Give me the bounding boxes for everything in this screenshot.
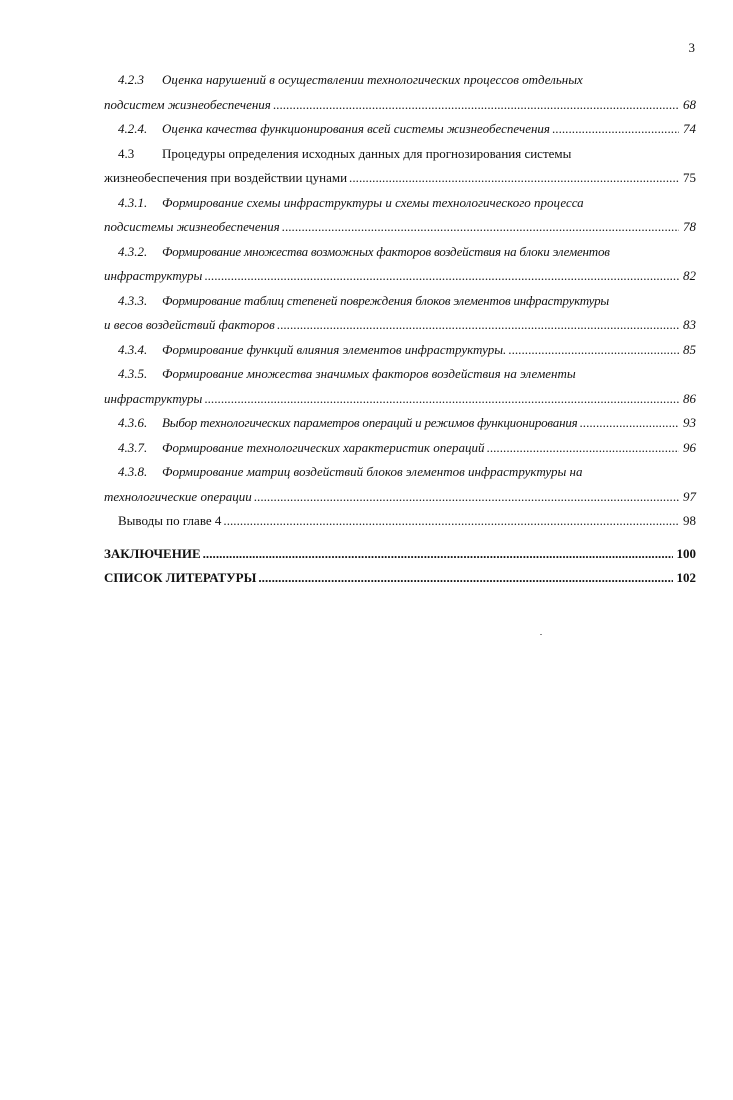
toc-entry-4-2-3-cont[interactable] bbox=[104, 93, 696, 118]
dot-leader bbox=[258, 566, 672, 591]
toc-entry-title: подсистемы жизнеобеспечения bbox=[104, 219, 280, 234]
toc-entry-bibliography[interactable] bbox=[104, 566, 696, 591]
toc-entry-number: 4.3.3. bbox=[118, 292, 148, 308]
toc-entry-title: Формирование матриц воздействий блоков элементов инфраструктуры на bbox=[162, 464, 583, 479]
toc-entry-page: 68 bbox=[683, 96, 696, 112]
toc-entry-page: 102 bbox=[676, 570, 696, 585]
dot-leader bbox=[277, 313, 679, 338]
toc-entry-4-3-2[interactable] bbox=[104, 240, 696, 265]
toc-entry-title: Процедуры определения исходных данных для прогнозирования системы bbox=[162, 145, 572, 161]
toc-entry-page: 86 bbox=[683, 390, 696, 406]
toc-entry-4-3-6[interactable] bbox=[104, 411, 696, 436]
toc-entry-4-3-3-cont[interactable] bbox=[104, 313, 696, 338]
scan-speck bbox=[540, 634, 542, 635]
dot-leader bbox=[223, 509, 679, 534]
toc-entry-4-3-8-cont[interactable] bbox=[104, 485, 696, 510]
toc-entry-page: 85 bbox=[683, 341, 696, 357]
dot-leader bbox=[204, 264, 679, 289]
toc-entry-4-3-1[interactable] bbox=[104, 191, 696, 216]
toc-entry-title: технологические операции bbox=[104, 488, 252, 504]
toc-entry-title: Оценка нарушений в осуществлении технологических процессов отдельных bbox=[162, 72, 583, 87]
toc-entry-4-3-8[interactable] bbox=[104, 460, 696, 485]
toc-entry-4-3-3[interactable] bbox=[104, 289, 696, 314]
dot-leader bbox=[579, 411, 679, 436]
toc-entry-4-3-4[interactable] bbox=[104, 338, 696, 363]
toc-entry-number: 4.3 bbox=[118, 145, 135, 161]
toc-entry-4-3-cont[interactable] bbox=[104, 166, 696, 191]
toc-entry-title: Оценка качества функционирования всей системы жизнеобеспечения bbox=[162, 121, 550, 136]
dot-leader bbox=[349, 166, 679, 191]
toc-entry-number: 4.2.4. bbox=[118, 121, 148, 136]
toc-entry-page: 74 bbox=[683, 121, 696, 136]
toc-entry-title: ЗАКЛЮЧЕНИЕ bbox=[104, 545, 201, 561]
toc-entry-number: 4.3.1. bbox=[118, 194, 148, 210]
dot-leader bbox=[204, 387, 679, 412]
dot-leader bbox=[254, 485, 679, 510]
toc-entry-4-2-4[interactable] bbox=[104, 117, 696, 142]
toc-entry-number: 4.3.2. bbox=[118, 243, 148, 259]
dot-leader bbox=[487, 436, 679, 461]
toc-entry-page: 78 bbox=[683, 219, 696, 234]
table-of-contents bbox=[104, 68, 696, 591]
toc-entry-4-3-1-cont[interactable] bbox=[104, 215, 696, 240]
toc-entry-conclusion[interactable] bbox=[104, 542, 696, 567]
dot-leader bbox=[282, 215, 679, 240]
toc-entry-number: 4.3.4. bbox=[118, 341, 148, 357]
toc-entry-number: 4.3.6. bbox=[118, 415, 148, 430]
toc-entry-title: Формирование схемы инфраструктуры и схемы технологического процесса bbox=[162, 194, 584, 210]
toc-entry-4-3-5-cont[interactable] bbox=[104, 387, 696, 412]
toc-entry-4-2-3[interactable] bbox=[104, 68, 696, 93]
toc-entry-4-3[interactable] bbox=[104, 142, 696, 167]
toc-entry-page: 82 bbox=[683, 268, 696, 283]
toc-entry-title: Формирование множества значимых факторов воздействия на элементы bbox=[162, 366, 576, 381]
toc-entry-title: и весов воздействий факторов bbox=[104, 317, 275, 332]
dot-leader bbox=[273, 93, 679, 118]
toc-entry-number: 4.3.7. bbox=[118, 439, 148, 455]
toc-entry-title: инфраструктуры bbox=[104, 268, 203, 283]
dot-leader bbox=[552, 117, 679, 142]
toc-entry-conclusions-chapter-4[interactable] bbox=[104, 509, 696, 534]
spacer bbox=[104, 534, 696, 542]
toc-entry-title: Формирование таблиц степеней повреждения блоков элементов инфраструктуры bbox=[162, 292, 609, 308]
toc-entry-page: 100 bbox=[676, 545, 696, 561]
toc-entry-number: 4.3.8. bbox=[118, 464, 148, 479]
toc-entry-title: подсистем жизнеобеспечения bbox=[104, 96, 271, 112]
toc-entry-page: 75 bbox=[683, 170, 696, 185]
toc-entry-title: жизнеобеспечения при воздействии цунами bbox=[104, 170, 348, 185]
toc-entry-number: 4.3.5. bbox=[118, 366, 148, 381]
toc-entry-page: 98 bbox=[683, 513, 696, 528]
dot-leader bbox=[203, 542, 673, 567]
toc-entry-4-3-2-cont[interactable] bbox=[104, 264, 696, 289]
toc-entry-title: Формирование технологических характеристик операций bbox=[162, 439, 485, 455]
toc-entry-title: СПИСОК ЛИТЕРАТУРЫ bbox=[104, 570, 257, 585]
dot-leader bbox=[508, 338, 679, 363]
toc-entry-title: Формирование функций влияния элементов инфраструктуры. bbox=[162, 341, 507, 357]
toc-entry-page: 97 bbox=[683, 488, 696, 504]
toc-entry-page: 96 bbox=[683, 439, 696, 455]
page-number: 3 bbox=[688, 40, 695, 55]
toc-entry-title: Выводы по главе 4 bbox=[118, 513, 222, 528]
toc-entry-number: 4.2.3 bbox=[118, 72, 144, 87]
toc-entry-title: Выбор технологических параметров операций и режимов функционирования bbox=[162, 415, 578, 430]
toc-entry-page: 93 bbox=[683, 415, 696, 430]
toc-entry-4-3-5[interactable] bbox=[104, 362, 696, 387]
toc-entry-title: Формирование множества возможных факторов воздействия на блоки элементов bbox=[162, 243, 610, 259]
toc-entry-4-3-7[interactable] bbox=[104, 436, 696, 461]
toc-entry-title: инфраструктуры bbox=[104, 390, 203, 406]
toc-entry-page: 83 bbox=[683, 317, 696, 332]
